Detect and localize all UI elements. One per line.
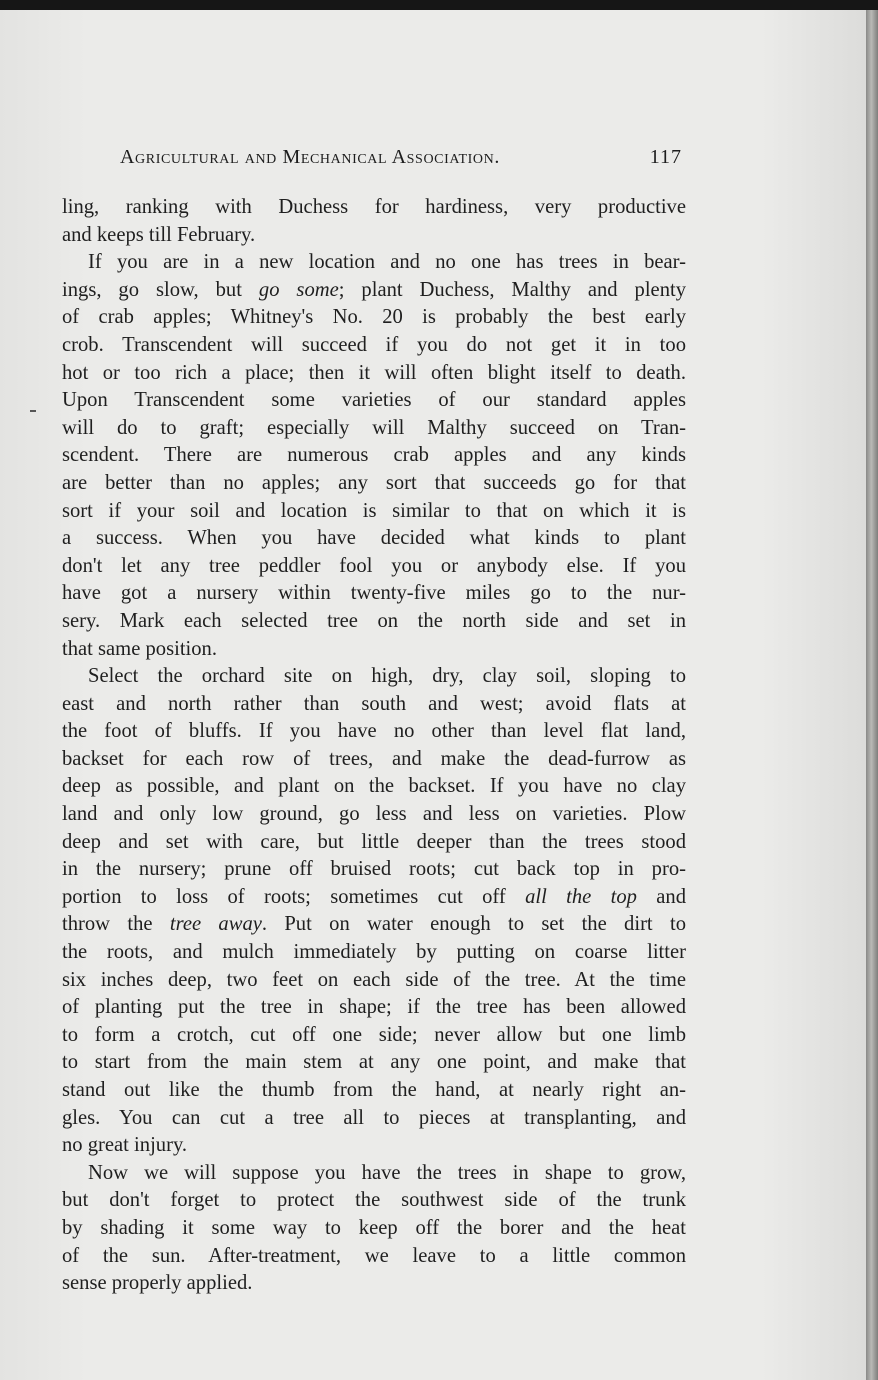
text-line: no great injury.	[62, 1134, 188, 1157]
text-line: land and only low ground, go less and less on varieties. Plow	[62, 803, 686, 826]
text-line: of planting put the tree in shape; if the tree has been allowed	[62, 996, 686, 1019]
text-line: by shading it some way to keep off the borer and the heat	[62, 1216, 686, 1239]
paragraph	[62, 1160, 686, 1298]
text-line: the foot of bluffs. If you have no other than level flat land,	[62, 720, 686, 743]
page-edge	[866, 10, 878, 1380]
text-line: a success. When you have decided what kinds to plant	[62, 527, 686, 550]
text-line: hot or too rich a place; then it will often blight itself to death.	[62, 361, 686, 384]
text-line: Upon Transcendent some varieties of our standard apples	[62, 389, 686, 412]
text-line: to start from the main stem at any one point, and make that	[62, 1051, 686, 1074]
text-line-with-italic: portion to loss of roots; sometimes cut off all the top and	[62, 885, 686, 908]
text-line: Select the orchard site on high, dry, clay soil, sloping to	[88, 665, 686, 688]
text-line: backset for each row of trees, and make the dead-furrow as	[62, 747, 686, 770]
text-line: sense properly applied.	[62, 1272, 253, 1295]
text-line: but don't forget to protect the southwest side of the trunk	[62, 1189, 686, 1212]
text-line: sery. Mark each selected tree on the north side and set in	[62, 609, 686, 632]
page-header	[120, 146, 682, 170]
running-head: Agricultural and Mechanical Association.	[120, 146, 500, 168]
text-line: stand out like the thumb from the hand, at nearly right an-	[62, 1079, 686, 1101]
paragraph	[62, 249, 686, 663]
text-line: deep and set with care, but little deeper than the trees stood	[62, 830, 686, 853]
text-line: deep as possible, and plant on the backset. If you have no clay	[62, 775, 686, 798]
text-line: of crab apples; Whitney's No. 20 is probably the best early	[62, 306, 686, 329]
text-line: east and north rather than south and west; avoid flats at	[62, 692, 686, 715]
text-line: don't let any tree peddler fool you or anybody else. If you	[62, 554, 686, 577]
text-line: Now we will suppose you have the trees in shape to grow,	[88, 1161, 686, 1184]
text-line: in the nursery; prune off bruised roots; cut back top in pro-	[62, 858, 686, 881]
text-line: of the sun. After-treatment, we leave to a little common	[62, 1244, 686, 1267]
text-line: and keeps till February.	[62, 223, 256, 246]
text-line: six inches deep, two feet on each side of the tree. At the time	[62, 968, 686, 991]
text-line: will do to graft; especially will Malthy succeed on Tran-	[62, 416, 686, 439]
text-line: are better than no apples; any sort that succeeds go for that	[62, 471, 686, 494]
text-line: If you are in a new location and no one has trees in bear-	[88, 251, 686, 274]
text-line-with-italic: throw the tree away. Put on water enough to set the dirt to	[62, 913, 686, 936]
page-number: 117	[649, 146, 682, 168]
italic-phrase: tree away	[169, 913, 262, 936]
body-text	[62, 194, 686, 1298]
text-line: ling, ranking with Duchess for hardiness, very productive	[62, 196, 686, 218]
text-line: crob. Transcendent will succeed if you do not get it in too	[62, 333, 686, 356]
text-line: gles. You can cut a tree all to pieces at transplanting, and	[62, 1106, 686, 1129]
paragraph	[62, 663, 686, 1160]
text-line: scendent. There are numerous crab apples and any kinds	[62, 444, 686, 467]
text-line: sort if your soil and location is similar to that on which it is	[62, 499, 686, 522]
italic-phrase: go some	[258, 278, 339, 301]
margin-mark	[30, 410, 36, 412]
text-line-with-italic: ings, go slow, but go some; plant Duchess, Malthy and plenty	[62, 278, 687, 301]
text-line: the roots, and mulch immediately by putting on coarse litter	[62, 941, 686, 964]
text-line: that same position.	[62, 637, 218, 660]
text-line: have got a nursery within twenty-five miles go to the nur-	[62, 582, 686, 605]
text-line: to form a crotch, cut off one side; never allow but one limb	[62, 1023, 686, 1046]
italic-phrase: all the top	[525, 885, 637, 908]
paragraph	[62, 194, 686, 249]
